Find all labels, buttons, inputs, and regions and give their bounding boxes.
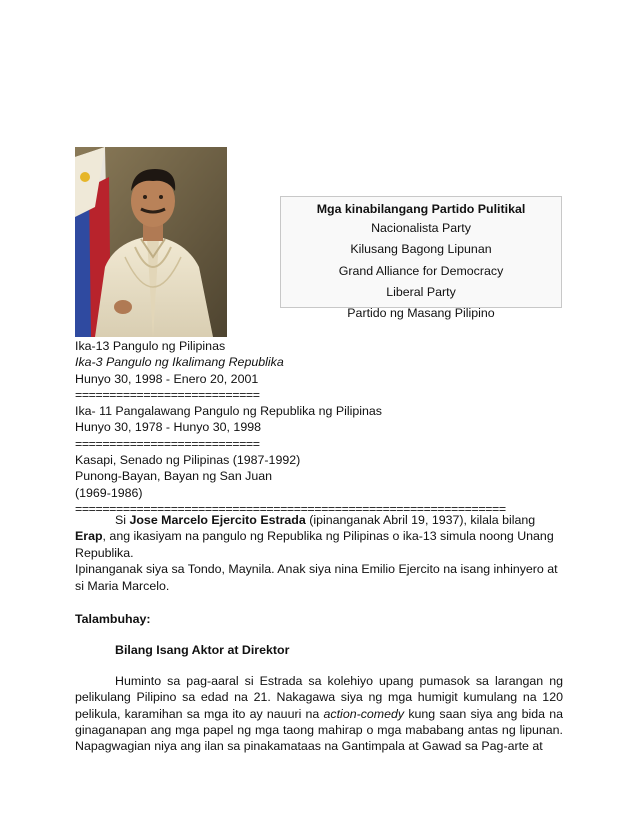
intro-text: (ipinanganak Abril 19, 1937), kilala bilang: [305, 513, 536, 527]
parties-title: Mga kinabilangang Partido Pulitikal: [316, 202, 526, 216]
term-president: Hunyo 30, 1998 - Enero 20, 2001: [75, 371, 259, 386]
separator: ===========================: [75, 436, 260, 451]
full-name: Jose Marcelo Ejercito Estrada: [129, 513, 306, 527]
party-item: Liberal Party: [386, 284, 456, 299]
portrait-illustration: [75, 147, 227, 337]
party-item: Nacionalista Party: [371, 221, 471, 235]
career-text: Huminto sa pag-aaral si Estrada sa kolehiyo upang pumasok sa larangan ng pelikulang Pilipino sa edad na 21. Nakagawa siya ng mga humigit kumulang na 120 pelikula, karamihan sa mga ito ay nauuri na: [75, 673, 563, 721]
separator-long: ===============================================================: [75, 501, 506, 516]
term-mayor: (1969-1986): [75, 485, 143, 500]
birth-paragraph: Ipinanganak siya sa Tondo, Maynila. Anak siya nina Emilio Ejercito na isang inhinyero at si Maria Marcelo.: [75, 562, 558, 593]
position-senator: Kasapi, Senado ng Pilipinas (1987-1992): [75, 453, 301, 468]
positions-infobox: [75, 338, 506, 517]
section-heading: Talambuhay:: [75, 612, 151, 627]
career-text: kung saan siya ang bida na ginaganapan ang mga papel ng mga taong mahirap o mga mababang antas ng lipunan. Napagwagian niya ang ilan sa pinakamataas na Gantimpala at Gawad sa Pag-arte at: [75, 706, 563, 754]
position-mayor: Punong-Bayan, Bayan ng San Juan: [75, 469, 273, 484]
nickname: Erap: [75, 529, 103, 544]
intro-paragraph: [75, 512, 563, 561]
portrait-photo: [75, 147, 227, 337]
term-vice-president: Hunyo 30, 1978 - Hunyo 30, 1998: [75, 420, 261, 435]
position-president: Ika-13 Pangulo ng Pilipinas: [75, 339, 226, 353]
position-republic: Ika-3 Pangulo ng Ikalimang Republika: [75, 355, 284, 370]
intro-text: , ang ikasiyam na pangulo ng Republika ng Pilipinas o ika-13 simula noong Unang Republika.: [75, 529, 554, 560]
position-vice-president: Ika- 11 Pangalawang Pangulo ng Republika ng Pilipinas: [75, 404, 382, 419]
political-parties-box: [280, 196, 562, 321]
intro-text: Si: [115, 513, 130, 527]
party-item: Kilusang Bagong Lipunan: [350, 242, 492, 257]
party-item: Partido ng Masang Pilipino: [347, 306, 495, 321]
career-paragraph: [75, 673, 563, 755]
separator: ===========================: [75, 387, 260, 402]
party-item: Grand Alliance for Democracy: [338, 263, 504, 278]
subsection-heading: Bilang Isang Aktor at Direktor: [115, 643, 290, 658]
article-body: [75, 512, 563, 755]
genre-term: action-comedy: [323, 706, 405, 721]
